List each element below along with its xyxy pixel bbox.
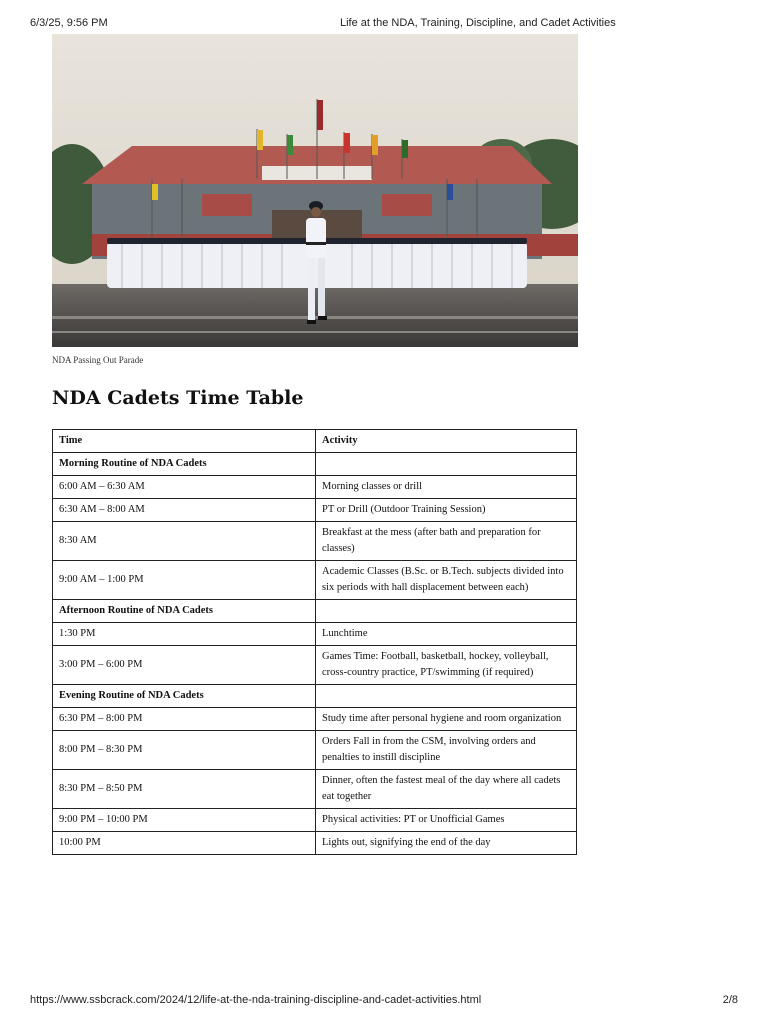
activity-cell: Games Time: Football, basketball, hockey, volleyball, cross-country practice, PT/swimming (if required) bbox=[316, 646, 577, 685]
time-cell: 9:00 AM – 1:00 PM bbox=[53, 561, 316, 600]
time-cell: 6:30 PM – 8:00 PM bbox=[53, 708, 316, 731]
time-cell: 6:30 AM – 8:00 AM bbox=[53, 499, 316, 522]
column-header-activity: Activity bbox=[316, 430, 577, 453]
time-cell: 8:30 AM bbox=[53, 522, 316, 561]
print-footer bbox=[30, 994, 738, 1008]
table-row bbox=[53, 522, 577, 561]
time-cell: Evening Routine of NDA Cadets bbox=[53, 685, 316, 708]
activity-cell bbox=[316, 453, 577, 476]
image-caption: NDA Passing Out Parade bbox=[52, 355, 144, 365]
time-cell: 1:30 PM bbox=[53, 623, 316, 646]
activity-cell: Morning classes or drill bbox=[316, 476, 577, 499]
table-row bbox=[53, 770, 577, 809]
print-datetime: 6/3/25, 9:56 PM bbox=[30, 17, 108, 29]
time-cell: 10:00 PM bbox=[53, 832, 316, 855]
activity-cell: PT or Drill (Outdoor Training Session) bbox=[316, 499, 577, 522]
activity-cell: Lights out, signifying the end of the day bbox=[316, 832, 577, 855]
time-cell: Afternoon Routine of NDA Cadets bbox=[53, 600, 316, 623]
time-cell: 6:00 AM – 6:30 AM bbox=[53, 476, 316, 499]
table-header-row bbox=[53, 430, 577, 453]
page-number: 2/8 bbox=[722, 994, 738, 1006]
time-cell: 8:30 PM – 8:50 PM bbox=[53, 770, 316, 809]
table-row bbox=[53, 685, 577, 708]
print-header bbox=[30, 17, 738, 31]
time-cell: Morning Routine of NDA Cadets bbox=[53, 453, 316, 476]
time-cell: 9:00 PM – 10:00 PM bbox=[53, 809, 316, 832]
table-row bbox=[53, 809, 577, 832]
table-row bbox=[53, 731, 577, 770]
time-cell: 3:00 PM – 6:00 PM bbox=[53, 646, 316, 685]
parade-photo bbox=[52, 34, 578, 347]
activity-cell: Orders Fall in from the CSM, involving orders and penalties to instill discipline bbox=[316, 731, 577, 770]
section-heading: NDA Cadets Time Table bbox=[52, 387, 304, 409]
activity-cell: Study time after personal hygiene and room organization bbox=[316, 708, 577, 731]
column-header-time: Time bbox=[53, 430, 316, 453]
source-url[interactable]: https://www.ssbcrack.com/2024/12/life-at-the-nda-training-discipline-and-cadet-activities.html bbox=[30, 994, 482, 1006]
activity-cell: Dinner, often the fastest meal of the day where all cadets eat together bbox=[316, 770, 577, 809]
table-row bbox=[53, 646, 577, 685]
time-cell: 8:00 PM – 8:30 PM bbox=[53, 731, 316, 770]
table-row bbox=[53, 499, 577, 522]
table-row bbox=[53, 453, 577, 476]
table-row bbox=[53, 623, 577, 646]
print-page-title: Life at the NDA, Training, Discipline, and Cadet Activities bbox=[340, 17, 616, 29]
table-row bbox=[53, 832, 577, 855]
table-row bbox=[53, 708, 577, 731]
activity-cell: Physical activities: PT or Unofficial Games bbox=[316, 809, 577, 832]
table-row bbox=[53, 561, 577, 600]
table-row bbox=[53, 600, 577, 623]
timetable bbox=[52, 429, 577, 855]
activity-cell bbox=[316, 685, 577, 708]
activity-cell: Breakfast at the mess (after bath and preparation for classes) bbox=[316, 522, 577, 561]
parade-illustration bbox=[52, 34, 578, 347]
table-row bbox=[53, 476, 577, 499]
activity-cell: Academic Classes (B.Sc. or B.Tech. subjects divided into six periods with hall displacement between each) bbox=[316, 561, 577, 600]
activity-cell: Lunchtime bbox=[316, 623, 577, 646]
activity-cell bbox=[316, 600, 577, 623]
